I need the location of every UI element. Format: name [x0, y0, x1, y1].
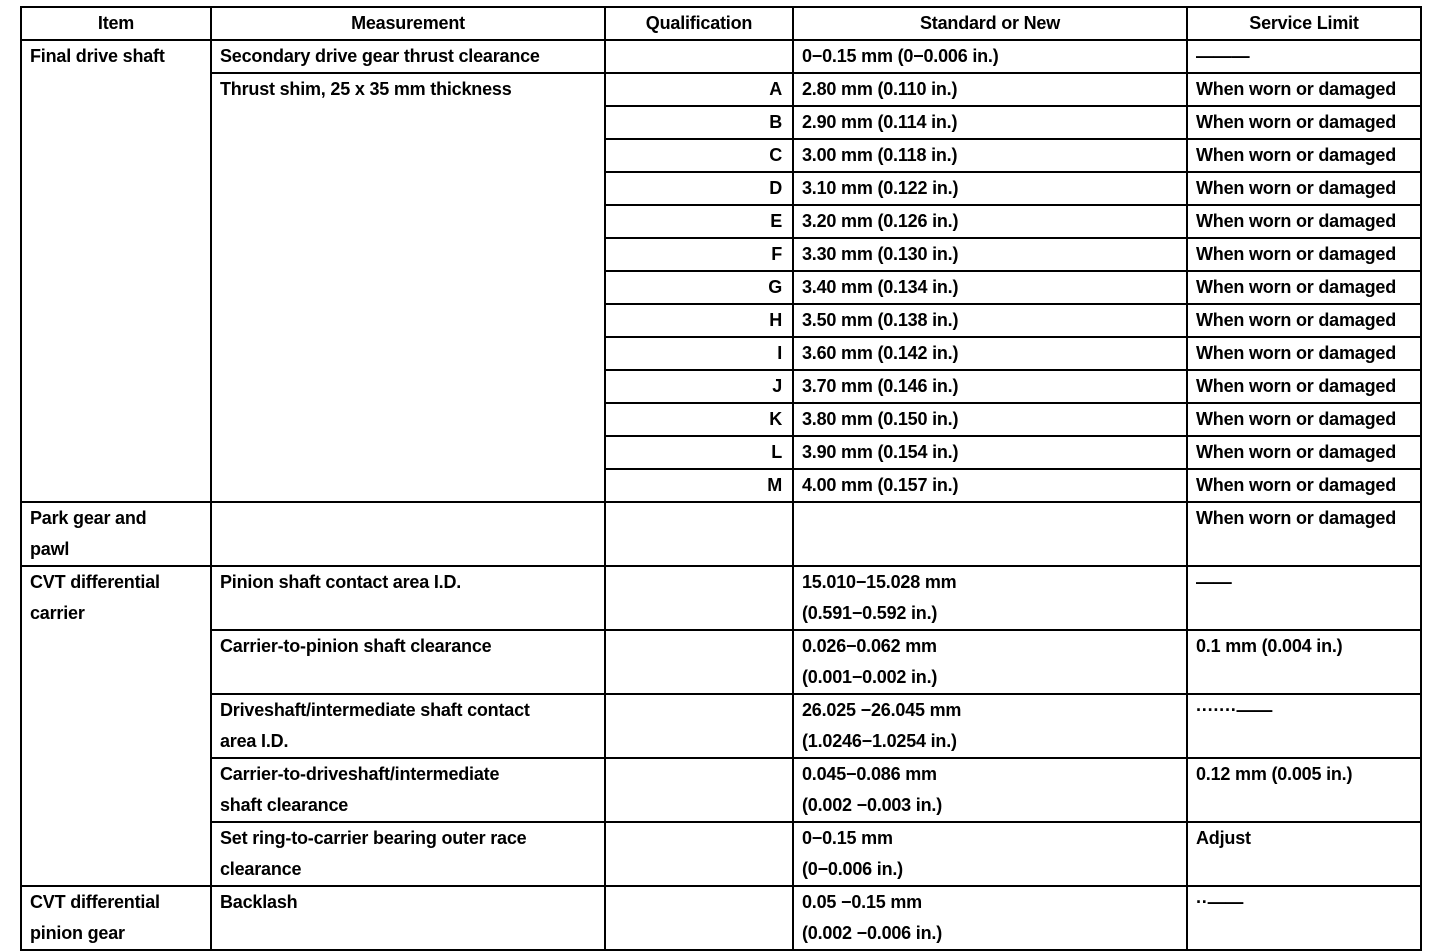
item-final-drive-shaft: Final drive shaft [21, 40, 211, 502]
qualification-cell: L [605, 436, 793, 469]
limit-cell: When worn or damaged [1187, 238, 1421, 271]
standard-cell: 0−0.15 mm (0−0.006 in.) [793, 40, 1187, 73]
measurement-line: Driveshaft/intermediate shaft contact [220, 700, 530, 720]
qualification-cell: K [605, 403, 793, 436]
header-row [21, 7, 1421, 40]
table-row [21, 502, 1421, 566]
measurement-line: Carrier-to-driveshaft/intermediate [220, 764, 500, 784]
limit-cell: When worn or damaged [1187, 205, 1421, 238]
standard-cell: 3.50 mm (0.138 in.) [793, 304, 1187, 337]
limit-cell: 0.1 mm (0.004 in.) [1187, 630, 1421, 694]
standard-cell: 3.00 mm (0.118 in.) [793, 139, 1187, 172]
limit-cell: When worn or damaged [1187, 436, 1421, 469]
measurement-cell [211, 694, 605, 758]
header-service-limit: Service Limit [1187, 7, 1421, 40]
limit-cell: —— [1187, 566, 1421, 630]
qualification-cell [605, 40, 793, 73]
standard-line: 26.025 −26.045 mm [802, 700, 962, 720]
qualification-cell: I [605, 337, 793, 370]
standard-line: 0.026−0.062 mm [802, 636, 937, 656]
limit-cell: When worn or damaged [1187, 172, 1421, 205]
qualification-cell [605, 566, 793, 630]
measurement-cell [211, 502, 605, 566]
limit-cell: When worn or damaged [1187, 502, 1421, 566]
qualification-cell: E [605, 205, 793, 238]
measurement-line: area I.D. [220, 731, 289, 751]
measurement-cell [211, 566, 605, 630]
standard-cell: 3.30 mm (0.130 in.) [793, 238, 1187, 271]
standard-cell [793, 694, 1187, 758]
table-row [21, 694, 1421, 758]
measurement-cell [211, 886, 605, 950]
limit-cell: When worn or damaged [1187, 304, 1421, 337]
table-row [21, 73, 1421, 106]
qualification-cell: C [605, 139, 793, 172]
standard-cell: 3.20 mm (0.126 in.) [793, 205, 1187, 238]
limit-cell: When worn or damaged [1187, 337, 1421, 370]
standard-line: (0−0.006 in.) [802, 859, 903, 879]
item-cvt-carrier [21, 566, 211, 886]
item-line: CVT differential [30, 892, 160, 912]
table-row [21, 886, 1421, 950]
qualification-cell: A [605, 73, 793, 106]
limit-cell: When worn or damaged [1187, 106, 1421, 139]
item-line: carrier [30, 603, 85, 623]
measurement-line: Set ring-to-carrier bearing outer race [220, 828, 527, 848]
standard-line: (0.001−0.002 in.) [802, 667, 938, 687]
measurement-line: Backlash [220, 892, 298, 912]
qualification-cell: B [605, 106, 793, 139]
table-row [21, 566, 1421, 630]
item-line: Park gear and [30, 508, 147, 528]
limit-cell: When worn or damaged [1187, 139, 1421, 172]
qualification-cell [605, 886, 793, 950]
table-row [21, 758, 1421, 822]
item-line: pinion gear [30, 923, 125, 943]
qualification-cell: M [605, 469, 793, 502]
limit-cell: 0.12 mm (0.005 in.) [1187, 758, 1421, 822]
qualification-cell: G [605, 271, 793, 304]
spec-table [20, 6, 1422, 951]
header-standard: Standard or New [793, 7, 1187, 40]
standard-cell [793, 502, 1187, 566]
standard-line: 0−0.15 mm [802, 828, 893, 848]
measurement-line: Carrier-to-pinion shaft clearance [220, 636, 492, 656]
standard-cell: 3.40 mm (0.134 in.) [793, 271, 1187, 304]
qualification-cell [605, 502, 793, 566]
header-item: Item [21, 7, 211, 40]
item-cvt-pinion-gear [21, 886, 211, 950]
standard-cell: 3.10 mm (0.122 in.) [793, 172, 1187, 205]
standard-cell [793, 886, 1187, 950]
standard-cell [793, 822, 1187, 886]
standard-line: 0.045−0.086 mm [802, 764, 937, 784]
item-park-gear [21, 502, 211, 566]
header-measurement: Measurement [211, 7, 605, 40]
measurement-line: clearance [220, 859, 302, 879]
qualification-cell [605, 822, 793, 886]
item-line: CVT differential [30, 572, 160, 592]
limit-cell: ——— [1187, 40, 1421, 73]
measurement-line: shaft clearance [220, 795, 349, 815]
qualification-cell: H [605, 304, 793, 337]
measurement-cell [211, 758, 605, 822]
standard-cell: 2.90 mm (0.114 in.) [793, 106, 1187, 139]
limit-cell: ··—— [1187, 886, 1421, 950]
measurement-cell: Secondary drive gear thrust clearance [211, 40, 605, 73]
standard-cell: 3.70 mm (0.146 in.) [793, 370, 1187, 403]
table-row [21, 40, 1421, 73]
limit-cell: When worn or damaged [1187, 403, 1421, 436]
table-row [21, 630, 1421, 694]
limit-cell: When worn or damaged [1187, 469, 1421, 502]
limit-cell: When worn or damaged [1187, 370, 1421, 403]
standard-line: (1.0246−1.0254 in.) [802, 731, 957, 751]
table-row [21, 822, 1421, 886]
item-line: pawl [30, 539, 70, 559]
standard-cell [793, 758, 1187, 822]
qualification-cell: D [605, 172, 793, 205]
standard-cell: 2.80 mm (0.110 in.) [793, 73, 1187, 106]
qualification-cell [605, 694, 793, 758]
limit-cell: ·······—— [1187, 694, 1421, 758]
standard-cell [793, 566, 1187, 630]
standard-line: (0.002 −0.006 in.) [802, 923, 942, 943]
standard-line: (0.002 −0.003 in.) [802, 795, 942, 815]
standard-line: (0.591−0.592 in.) [802, 603, 938, 623]
standard-cell: 3.80 mm (0.150 in.) [793, 403, 1187, 436]
measurement-cell [211, 822, 605, 886]
qualification-cell: F [605, 238, 793, 271]
qualification-cell: J [605, 370, 793, 403]
spec-sheet [20, 6, 1420, 951]
limit-cell: When worn or damaged [1187, 271, 1421, 304]
qualification-cell [605, 630, 793, 694]
measurement-cell [211, 630, 605, 694]
measurement-line: Pinion shaft contact area I.D. [220, 572, 462, 592]
standard-cell: 4.00 mm (0.157 in.) [793, 469, 1187, 502]
header-qualification: Qualification [605, 7, 793, 40]
standard-line: 0.05 −0.15 mm [802, 892, 922, 912]
standard-cell [793, 630, 1187, 694]
standard-line: 15.010−15.028 mm [802, 572, 957, 592]
standard-cell: 3.90 mm (0.154 in.) [793, 436, 1187, 469]
limit-cell: Adjust [1187, 822, 1421, 886]
standard-cell: 3.60 mm (0.142 in.) [793, 337, 1187, 370]
limit-cell: When worn or damaged [1187, 73, 1421, 106]
measurement-thrust-shim: Thrust shim, 25 x 35 mm thickness [211, 73, 605, 502]
qualification-cell [605, 758, 793, 822]
